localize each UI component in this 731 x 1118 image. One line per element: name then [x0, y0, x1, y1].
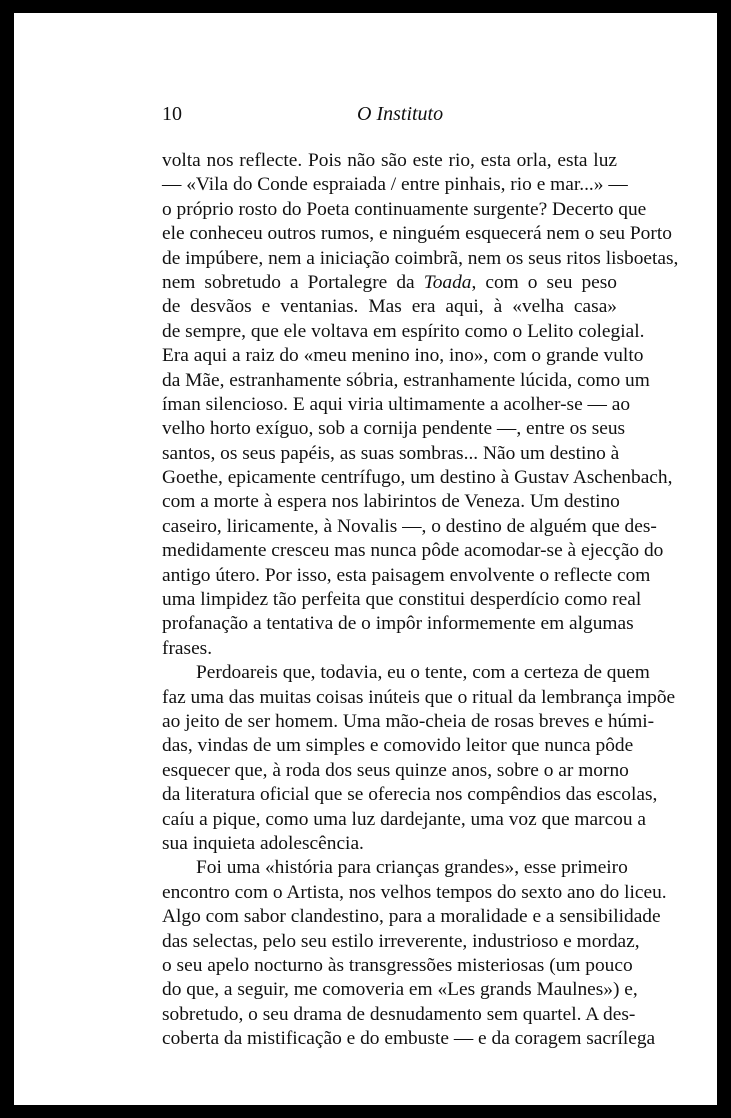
text-line: sobretudo, o seu drama de desnudamento sem quartel. A des- — [162, 1003, 636, 1025]
text-line: Foi uma «história para crianças grandes», esse primeiro — [196, 857, 628, 879]
text-line: das selectas, pelo seu estilo irreverente, industrioso e mordaz, — [162, 930, 640, 952]
text-line: da literatura oficial que se oferecia nos compêndios das escolas, — [162, 784, 658, 806]
text-line: antigo útero. Por isso, esta paisagem envolvente o reflecte com — [162, 564, 651, 586]
text-line: frases. — [162, 637, 213, 659]
text-line: esquecer que, à roda dos seus quinze anos, sobre o ar morno — [162, 759, 629, 781]
text-line: — «Vila do Conde espraiada / entre pinhais, rio e mar...» — — [162, 174, 628, 196]
book-page — [14, 13, 717, 1105]
text-line: encontro com o Artista, nos velhos tempos do sexto ano do liceu. — [162, 881, 667, 903]
text-line: volta nos reflecte. Pois não são este rio, esta orla, esta luz — [162, 150, 617, 171]
text-line: Goethe, epicamente centrífugo, um destino à Gustav Aschenbach, — [162, 467, 673, 489]
text-line: faz uma das muitas coisas inúteis que o ritual da lembrança impõe — [162, 686, 676, 708]
page-number: 10 — [162, 103, 182, 125]
body-text — [162, 149, 679, 1051]
text-line: coberta da mistificação e do embuste — e da coragem sacrílega — [162, 1028, 656, 1050]
text-line: uma limpidez tão perfeita que constitui desperdício como real — [162, 589, 642, 611]
text-line: caseiro, liricamente, à Novalis —, o destino de alguém que des- — [162, 515, 657, 537]
text-line: profanação a tentativa de o impôr informemente em algumas — [162, 613, 634, 635]
text-line: Algo com sabor clandestino, para a moralidade e a sensibilidade — [162, 906, 661, 928]
text-line: o seu apelo nocturno às transgressões misteriosas (um pouco — [162, 954, 633, 976]
text-line: santos, os seus papéis, as suas sombras... Não um destino à — [162, 442, 620, 464]
text-line: do que, a seguir, me comoveria em «Les grands Maulnes») e, — [162, 979, 638, 1001]
text-line: medidamente cresceu mas nunca pôde acomodar-se à ejecção do — [162, 540, 664, 562]
text-line: de impúbere, nem a iniciação coimbrã, nem os seus ritos lisboetas, — [162, 247, 679, 269]
text-line: da Mãe, estranhamente sóbria, estranhamente lúcida, como um — [162, 369, 650, 391]
text-line: de sempre, que ele voltava em espírito como o Lelito colegial. — [162, 320, 645, 342]
text-line: ele conheceu outros rumos, e ninguém esquecerá nem o seu Porto — [162, 223, 672, 245]
text-line: de desvãos e ventanias. Mas era aqui, à «velha casa» — [162, 296, 617, 318]
text-line: o próprio rosto do Poeta continuamente surgente? Decerto que — [162, 198, 647, 220]
running-title: O Instituto — [357, 103, 444, 125]
text-line: Era aqui a raiz do «meu menino ino, ino», com o grande vulto — [162, 345, 644, 367]
text-line: sua inquieta adolescência. — [162, 832, 364, 854]
text-line: das, vindas de um simples e comovido leitor que nunca pôde — [162, 735, 634, 757]
text-line: ao jeito de ser homem. Uma mão-cheia de rosas breves e húmi- — [162, 710, 655, 732]
text-line: íman silencioso. E aqui viria ultimamente a acolher-se — ao — [162, 393, 631, 415]
text-line: nem sobretudo a Portalegre da Toada, com o seu peso — [162, 271, 617, 293]
text-line: com a morte à espera nos labirintos de Veneza. Um destino — [162, 491, 620, 513]
text-line: caíu a pique, como uma luz dardejante, uma voz que marcou a — [162, 808, 647, 830]
text-line: velho horto exíguo, sob a cornija pendente —, entre os seus — [162, 418, 626, 440]
text-line: Perdoareis que, todavia, eu o tente, com a certeza de quem — [196, 662, 650, 684]
